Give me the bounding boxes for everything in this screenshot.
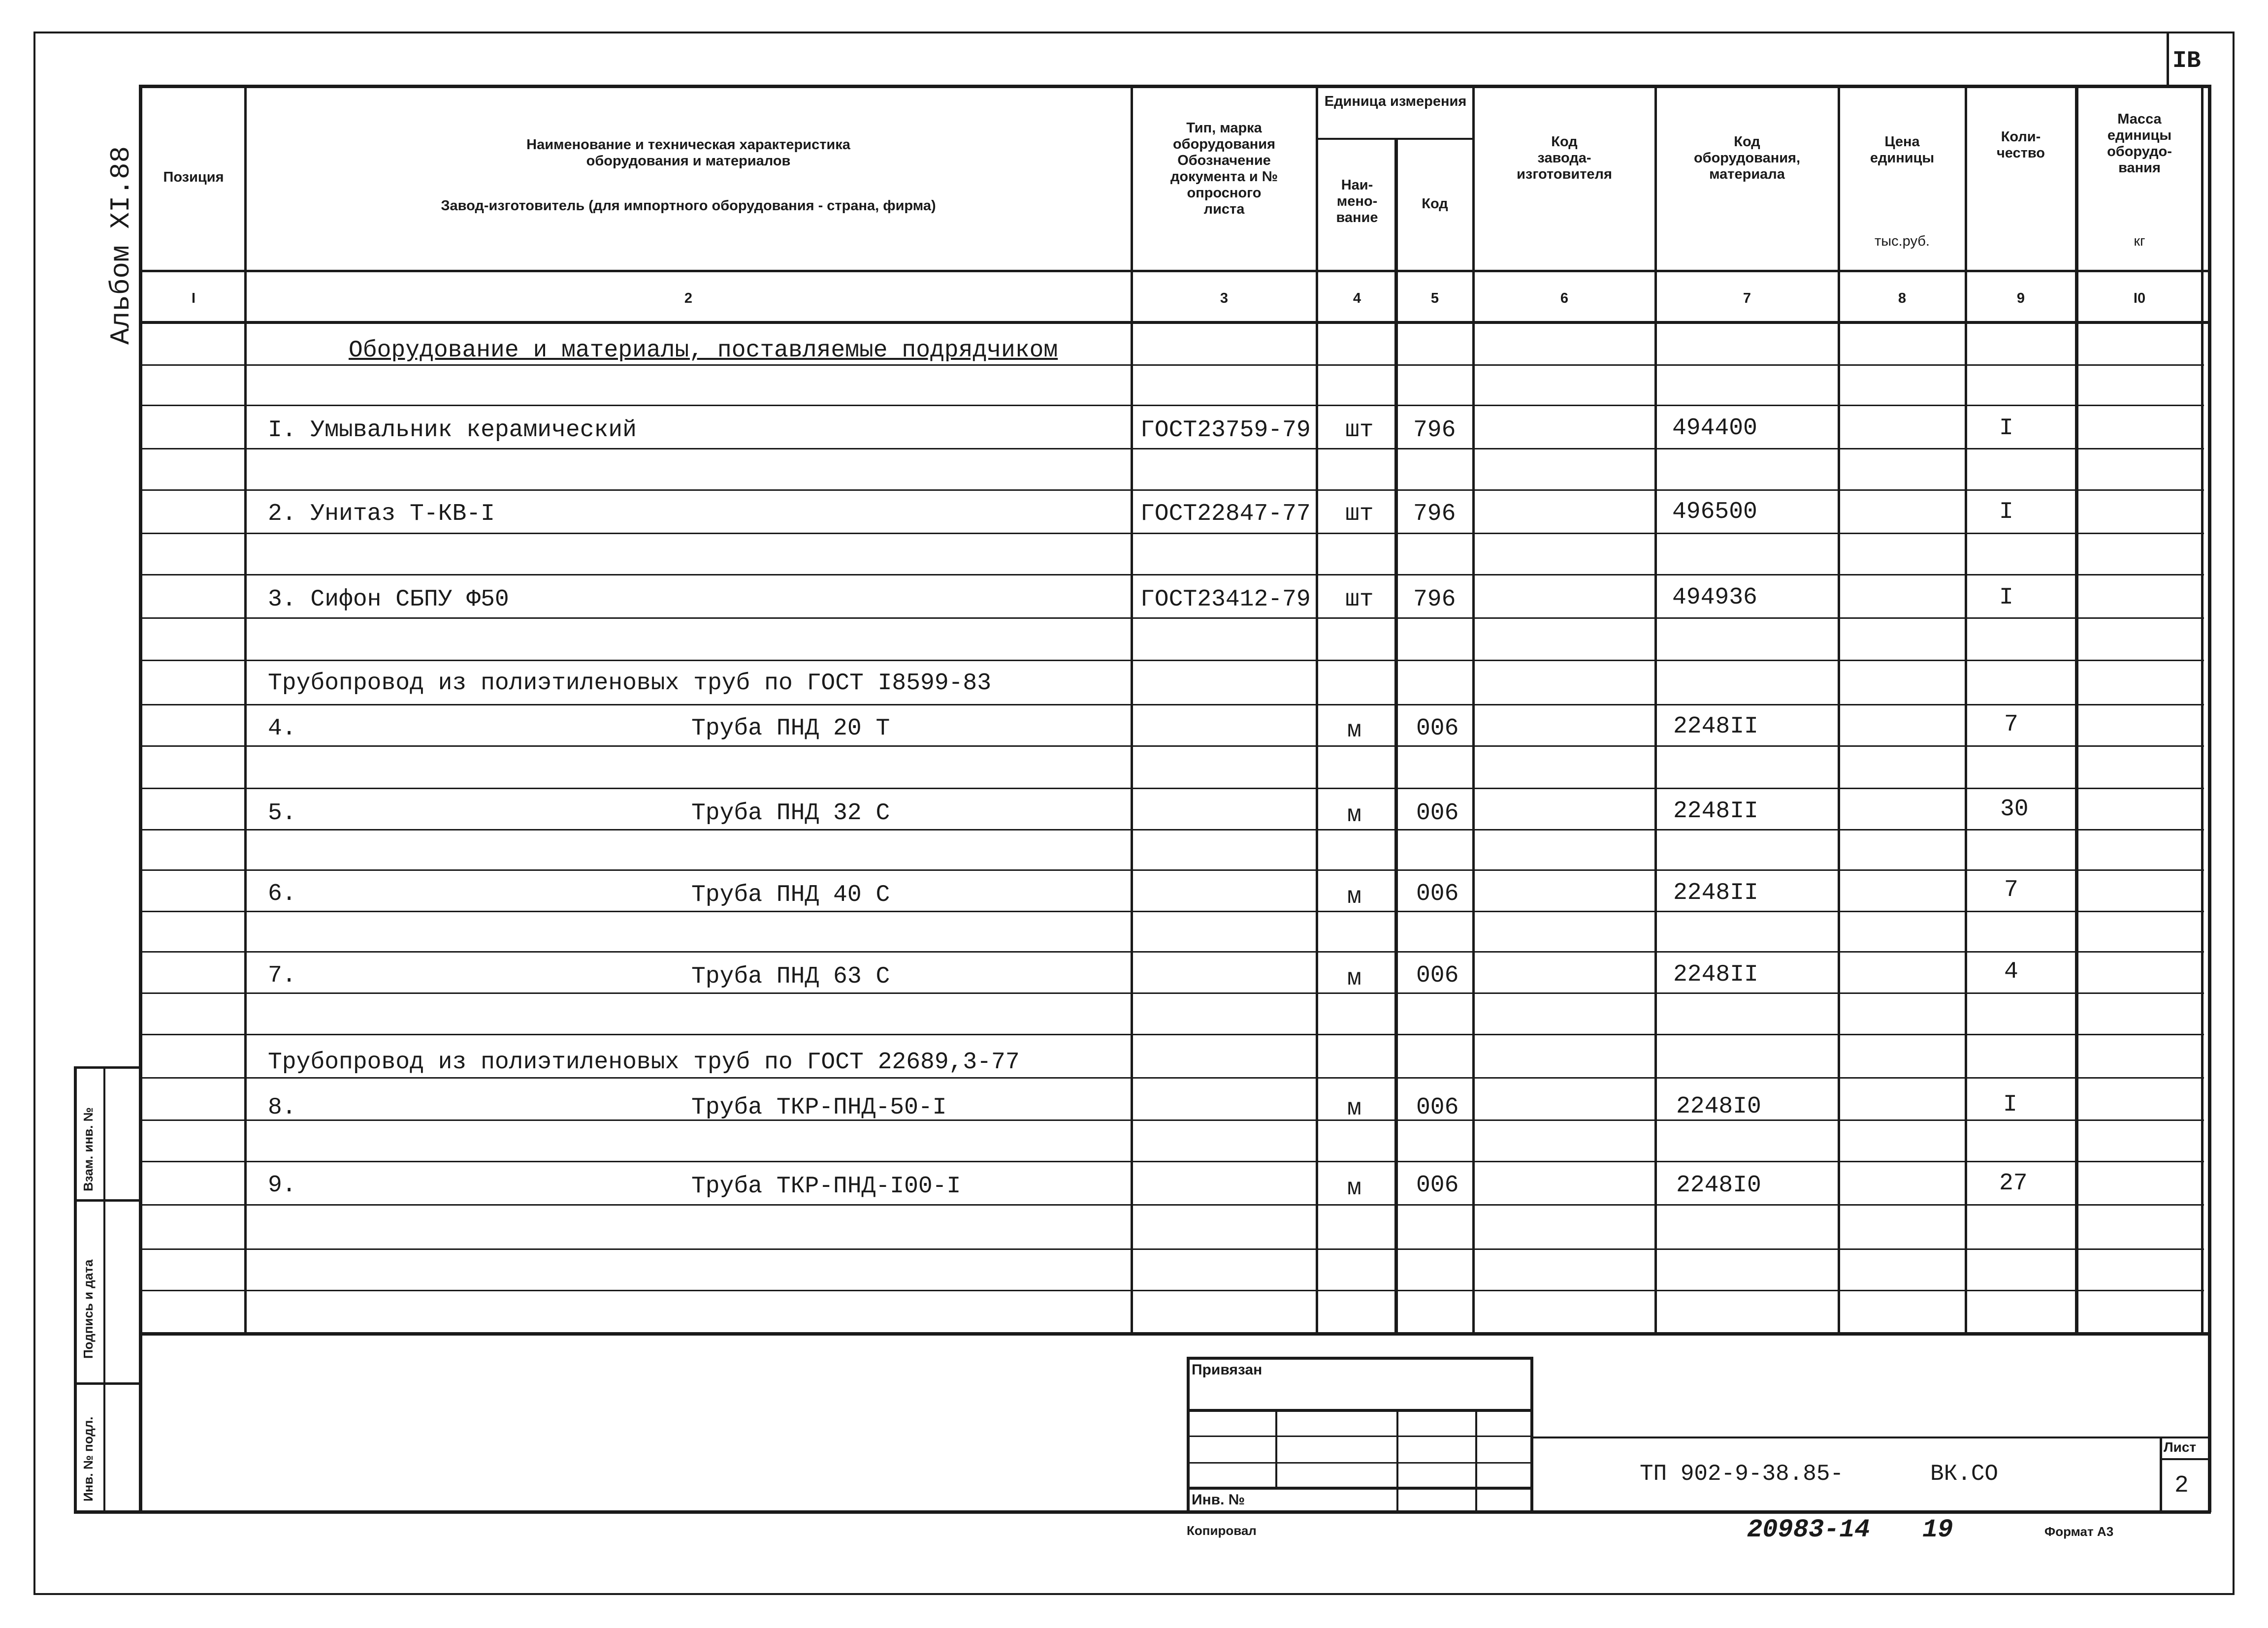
- pipe-unit: м: [1347, 802, 1361, 829]
- header-manufacturer: Завод-изготовитель (для импортного оборудования - страна, фирма): [441, 198, 936, 214]
- stamp-col: [1475, 1411, 1477, 1513]
- item-doc: ГОСТ22847-77: [1140, 501, 1311, 527]
- side-stamp-left: [74, 1066, 77, 1513]
- header-unit-code: Код: [1422, 196, 1448, 212]
- header-price: [1840, 134, 1965, 166]
- row-line: [141, 574, 2204, 575]
- row-line: [141, 1204, 2204, 1206]
- item-unit: шт: [1345, 417, 1374, 444]
- side-stamp-sep: [74, 1199, 141, 1202]
- table-bottom-line: [141, 1332, 2209, 1336]
- pipe-num: 9.: [268, 1172, 296, 1199]
- frame-bottom: [74, 1510, 2211, 1514]
- col-number: 4: [1353, 290, 1361, 306]
- col-line-6: [1654, 87, 1657, 1335]
- frame-right: [2208, 85, 2211, 1512]
- stamp-row: [1187, 1436, 1533, 1437]
- row-line: [141, 992, 2204, 994]
- stamp-col: [1396, 1411, 1398, 1513]
- sheet-label: Лист: [2164, 1439, 2197, 1455]
- item-unit: шт: [1345, 586, 1374, 613]
- pipe-name: Труба ТКР-ПНД-I00-I: [691, 1173, 961, 1200]
- header-unit-group: Единица измерения: [1324, 94, 1467, 109]
- pipe-unit-code: 006: [1416, 715, 1459, 742]
- side-stamp-sep: [74, 1382, 141, 1385]
- header-material-code-line: материала: [1709, 166, 1785, 182]
- outer-border-top: [33, 32, 2235, 33]
- row-line: [141, 951, 2204, 953]
- doc-code: ТП 902-9-38.85-: [1640, 1461, 1844, 1487]
- pipe-unit-code: 006: [1416, 881, 1459, 907]
- header-mass-line: Масса: [2117, 111, 2162, 127]
- pipe-code: 2248II: [1673, 713, 1758, 740]
- pipe-qty: 4: [2004, 958, 2018, 985]
- col-number: I: [191, 290, 196, 306]
- row-line: [141, 617, 2204, 619]
- numbers-bottom-line: [141, 321, 2209, 324]
- header-manufacturer-code-line: Код: [1551, 134, 1578, 150]
- corner-tag-left: [2167, 32, 2169, 87]
- pipe-unit-code: 006: [1416, 1094, 1459, 1121]
- header-unit-name-line: вание: [1336, 210, 1378, 225]
- item-unit-code: 796: [1413, 501, 1456, 527]
- item-unit-code: 796: [1413, 586, 1456, 613]
- col-line-8: [1965, 87, 1967, 1335]
- header-name: [246, 137, 1131, 169]
- pipe-qty: 30: [2000, 796, 2029, 823]
- row-line: [141, 1161, 2204, 1162]
- pipe-code: 2248II: [1673, 880, 1758, 906]
- pipe-num: 5.: [268, 800, 296, 827]
- row-line: [141, 704, 2204, 705]
- pipe-unit: м: [1347, 965, 1361, 992]
- header-bottom-line: [141, 270, 2209, 272]
- col-line-1: [244, 87, 247, 1335]
- header-type-line: листа: [1203, 201, 1245, 217]
- header-type-line: Обозначение: [1177, 153, 1271, 168]
- footer-order-number: 20983-14: [1747, 1515, 1870, 1544]
- col-number: 9: [2016, 290, 2025, 306]
- header-price-line: единицы: [1870, 150, 1935, 166]
- stamp-right: [1530, 1357, 1533, 1513]
- header-quantity-line: Коли-: [2001, 129, 2041, 145]
- pipe-unit-code: 006: [1416, 800, 1459, 827]
- outer-border-bottom: [33, 1593, 2235, 1595]
- header-type: [1133, 120, 1316, 218]
- pipe-qty: 7: [2004, 711, 2018, 738]
- footer-format: Формат А3: [2044, 1524, 2114, 1539]
- pipe-unit: м: [1347, 717, 1361, 744]
- header-unit-name-line: Наи-: [1341, 177, 1373, 193]
- side-stamp-top: [74, 1066, 141, 1069]
- pipe-code: 2248II: [1673, 961, 1758, 988]
- col-number: 6: [1560, 290, 1569, 306]
- header-material-code-line: оборудования,: [1693, 150, 1801, 166]
- item-code: 494936: [1672, 584, 1757, 611]
- header-mass-line: оборудо-: [2107, 144, 2172, 160]
- pipe-code: 2248I0: [1676, 1172, 1761, 1199]
- stamp-top: [1187, 1357, 1533, 1360]
- header-mass: [2078, 111, 2201, 176]
- item-unit-code: 796: [1413, 417, 1456, 444]
- item-code: 496500: [1672, 499, 1757, 525]
- col-number: 8: [1898, 290, 1907, 306]
- pipe-name: Труба ПНД 40 С: [691, 882, 890, 908]
- stamp-col: [1275, 1411, 1277, 1488]
- row-line: [141, 869, 2204, 871]
- item-name: 2. Унитаз Т-КВ-I: [268, 501, 495, 527]
- col-line-4: [1394, 138, 1398, 1335]
- row-line: [141, 1290, 2204, 1291]
- sheet-box-left: [2160, 1436, 2162, 1513]
- pipe-unit-code: 006: [1416, 1172, 1459, 1199]
- sheet-box-sep: [2160, 1458, 2211, 1460]
- header-quantity: [1967, 129, 2075, 161]
- side-stamp-mid: [103, 1066, 105, 1513]
- outer-border-left: [33, 32, 35, 1595]
- item-name: I. Умывальник керамический: [268, 417, 637, 444]
- row-line: [141, 829, 2204, 830]
- header-type-line: документа и №: [1170, 169, 1278, 185]
- section-title: Оборудование и материалы, поставляемые подрядчиком: [349, 337, 1058, 364]
- row-line: [141, 489, 2204, 491]
- item-doc: ГОСТ23412-79: [1140, 586, 1311, 613]
- row-line: [141, 1119, 2204, 1121]
- header-position: Позиция: [163, 169, 224, 185]
- col-line-2: [1131, 87, 1133, 1335]
- item-qty: I: [1999, 499, 2013, 525]
- row-line: [141, 405, 2204, 406]
- col-line-7: [1838, 87, 1840, 1335]
- col-number: 2: [684, 290, 693, 306]
- row-line: [141, 1034, 2204, 1035]
- pipe-unit: м: [1347, 1095, 1361, 1122]
- header-type-line: оборудования: [1172, 136, 1276, 152]
- col-line-10: [2201, 87, 2203, 1335]
- header-price-unit: тыс.руб.: [1875, 233, 1930, 249]
- side-stamp-inv: Инв. № подл.: [81, 1416, 96, 1501]
- side-stamp-signature: Подпись и дата: [81, 1259, 96, 1359]
- row-line: [141, 1077, 2204, 1079]
- header-manufacturer-code-line: изготовителя: [1517, 166, 1612, 182]
- pipe-name: Труба ТКР-ПНД-50-I: [691, 1094, 947, 1121]
- col-number: 5: [1430, 290, 1439, 306]
- album-label: Альбом XI.88: [105, 146, 137, 345]
- header-mass-unit: кг: [2134, 233, 2145, 249]
- col-number: 7: [1743, 290, 1751, 306]
- header-unit-name: [1318, 177, 1396, 226]
- pipe-num: 6.: [268, 881, 296, 907]
- row-line: [141, 364, 2204, 366]
- stamp-left: [1187, 1357, 1190, 1513]
- pipe-code: 2248I0: [1676, 1093, 1761, 1120]
- header-unit-name-line: мено-: [1336, 193, 1378, 209]
- stamp-inv: Инв. №: [1192, 1492, 1245, 1508]
- pipe-qty: I: [2003, 1091, 2017, 1118]
- item-code: 494400: [1672, 415, 1757, 442]
- pipe-num: 7.: [268, 962, 296, 989]
- row-line: [141, 660, 2204, 661]
- col-number: 3: [1220, 290, 1229, 306]
- header-type-line: опросного: [1187, 185, 1262, 201]
- col-number: I0: [2133, 290, 2146, 306]
- header-manufacturer-code-line: завода-: [1537, 150, 1591, 166]
- pipe-name: Труба ПНД 32 С: [691, 800, 890, 827]
- sheet-number: 2: [2174, 1472, 2189, 1499]
- header-price-line: Цена: [1884, 134, 1920, 150]
- row-line: [141, 745, 2204, 747]
- row-line: [141, 1248, 2204, 1250]
- header-manufacturer-code: [1474, 134, 1654, 183]
- header-name-line: Наименование и техническая характеристика: [526, 137, 850, 153]
- stamp-row: [1187, 1487, 1533, 1490]
- frame-left: [139, 85, 142, 1512]
- footer-copied: Копировал: [1187, 1523, 1257, 1538]
- row-line: [141, 533, 2204, 534]
- row-line: [141, 911, 2204, 912]
- stamp-row: [1187, 1409, 1533, 1412]
- pipe-unit: м: [1347, 1175, 1361, 1202]
- stamp-privyazan: Привязан: [1192, 1362, 1263, 1378]
- doc-code-top: [1531, 1436, 2211, 1438]
- col-line-9: [2075, 87, 2078, 1335]
- pipe-code: 2248II: [1673, 798, 1758, 825]
- header-mass-line: вания: [2118, 160, 2161, 176]
- col-line-3: [1316, 87, 1318, 1335]
- row-line: [141, 788, 2204, 789]
- header-type-line: Тип, марка: [1186, 120, 1262, 136]
- item-name: 3. Сифон СБПУ Ф50: [268, 586, 509, 613]
- pipe-unit: м: [1347, 884, 1361, 910]
- pipe-qty: 27: [1999, 1170, 2028, 1197]
- pipe-num: 4.: [268, 715, 296, 742]
- frame-top: [141, 85, 2209, 88]
- pipe-unit-code: 006: [1416, 962, 1459, 989]
- item-qty: I: [1999, 415, 2013, 442]
- header-material-code: [1656, 134, 1838, 183]
- pipe-num: 8.: [268, 1094, 296, 1121]
- header-quantity-line: чество: [1996, 145, 2045, 161]
- pipe-name: Труба ПНД 63 С: [691, 963, 890, 990]
- row-line: [141, 448, 2204, 449]
- header-mass-line: единицы: [2107, 128, 2172, 143]
- item-doc: ГОСТ23759-79: [1140, 417, 1311, 444]
- header-material-code-line: Код: [1734, 134, 1760, 150]
- stamp-row: [1187, 1462, 1533, 1464]
- pipe-name: Труба ПНД 20 Т: [691, 715, 890, 742]
- header-name-line: оборудования и материалов: [586, 153, 791, 169]
- doc-code-suffix: ВК.СО: [1930, 1461, 1999, 1487]
- group-title: Трубопровод из полиэтиленовых труб по ГОСТ 22689,3-77: [268, 1049, 1020, 1076]
- outer-border-right: [2233, 32, 2235, 1595]
- side-stamp-replace: Взам. инв. №: [81, 1107, 96, 1191]
- item-qty: I: [1999, 584, 2013, 611]
- group-title: Трубопровод из полиэтиленовых труб по ГОСТ I8599-83: [268, 670, 992, 697]
- corner-tag: IB: [2172, 48, 2201, 74]
- col-line-5: [1472, 87, 1475, 1335]
- pipe-qty: 7: [2004, 877, 2018, 903]
- footer-order-sheet: 19: [1922, 1515, 1953, 1544]
- item-unit: шт: [1345, 501, 1374, 527]
